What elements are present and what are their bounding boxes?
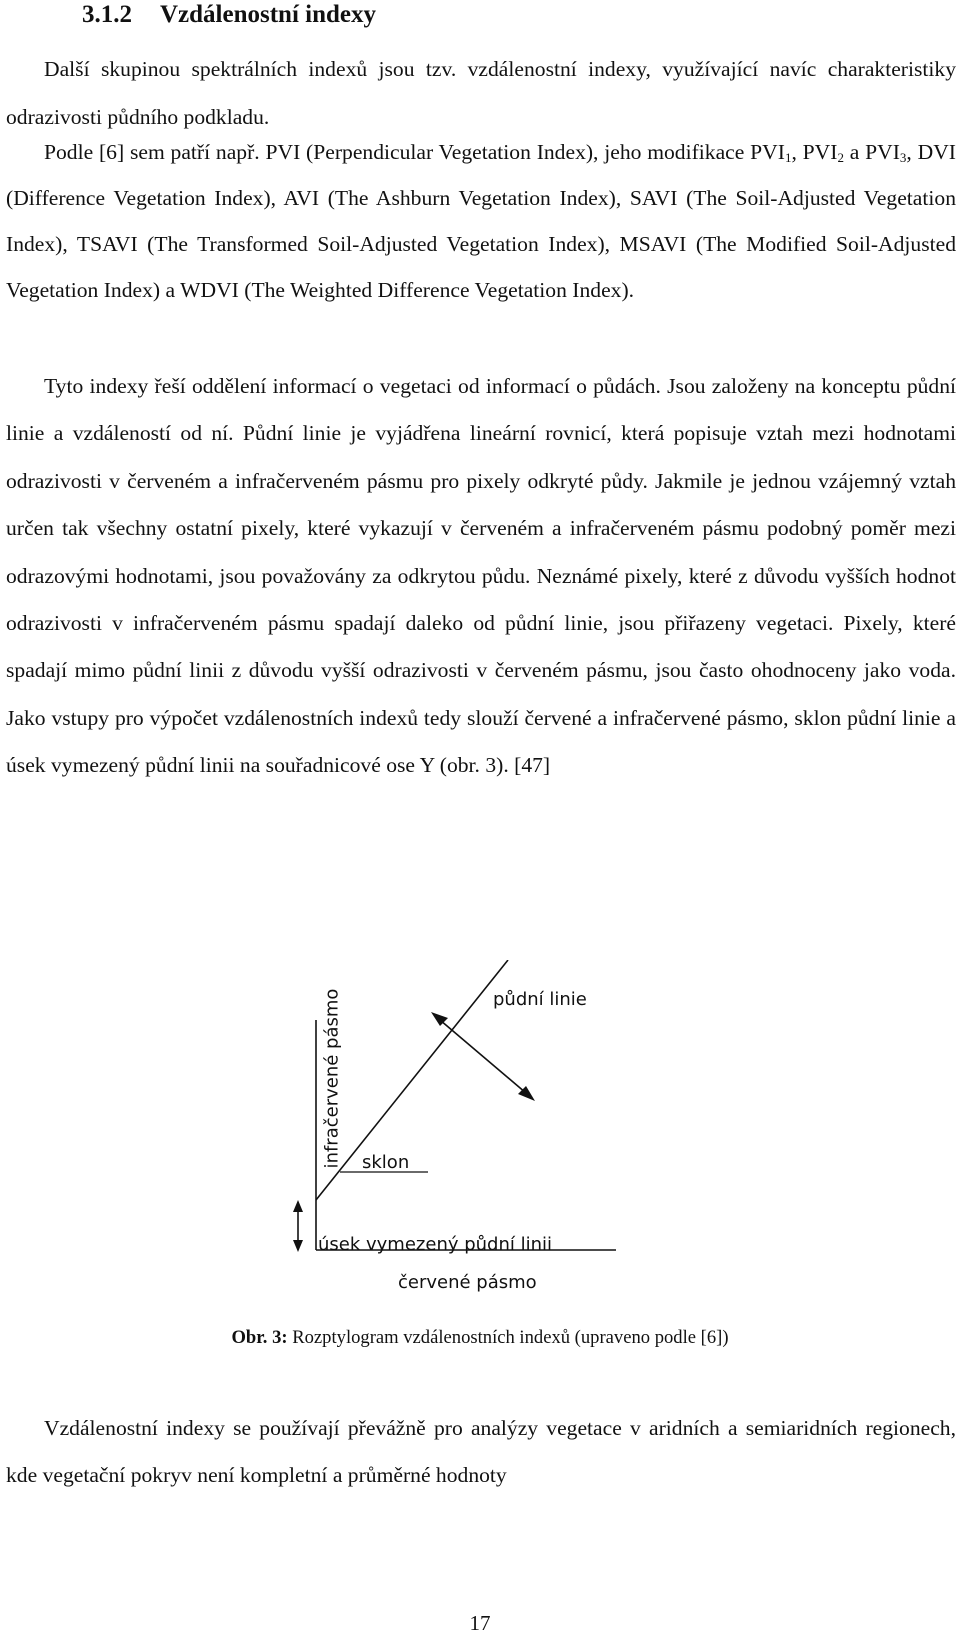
intercept-arrow-top — [293, 1200, 303, 1212]
figure-caption: Obr. 3: Rozptylogram vzdálenostních indexů (upraveno podle [6]) — [231, 1327, 729, 1348]
paragraph-intro: Další skupinou spektrálních indexů jsou tzv. vzdálenostní indexy, využívající navíc charakteristiky odrazivosti půdního podkladu. — [6, 57, 956, 129]
section-title: Vzdálenostní indexy — [160, 1, 377, 28]
section-heading — [82, 0, 376, 30]
paragraph-arid-regions: Vzdálenostní indexy se používají převážně pro analýzy vegetace v aridních a semiaridních regionech, kde vegetační pokryv není kompletní a průměrné hodnoty — [6, 1416, 956, 1487]
intercept-label: úsek vymezený půdní linii — [318, 1234, 553, 1255]
soil-line-label: půdní linie — [493, 989, 587, 1010]
soil-line — [316, 960, 508, 1200]
section-number: 3.1.2 — [82, 1, 132, 28]
x-axis-label: červené pásmo — [398, 1272, 537, 1293]
distance-arrow — [440, 1020, 526, 1093]
page-number: 17 — [469, 1611, 491, 1635]
y-axis-label: infračervené pásmo — [321, 988, 343, 1169]
paragraph-soil-line: Tyto indexy řeší oddělení informací o vegetaci od informací o půdách. Jsou založeny na konceptu půdní linie a vzdáleností od ní. Půdní linie je vyjádřena lineární rovnicí, která popisuje vztah mezi hodnotami odrazivosti v červeném a infračerveném pásmu pro pixely odkryté půdy. Jakmile je jednou vzájemný vztah určen tak všechny ostatní pixely, které vykazují v červeném a infračerveném pásmu podobný poměr mezi odrazovými hodnotami, jsou považovány za odkrytou půdu. Neznámé pixely, které z důvodu vyšších hodnot odrazivosti v infračerveném pásmu spadají daleko od půdní linie, jsou přiřazeny vegetaci. Pixely, které spadají mimo půdní linii z důvodu vyšší odrazivosti v červeném pásmu, jsou často ohodnoceny jako voda. Jako vstupy pro výpočet vzdálenostních indexů tedy slouží červené a infračervené pásmo, sklon půdní linie a úsek vymezený půdní linii na souřadnicové ose Y (obr. 3). [47] — [6, 374, 956, 778]
scatter-diagram — [270, 960, 670, 1293]
slope-label: sklon — [362, 1152, 410, 1173]
intercept-arrow-bottom — [293, 1240, 303, 1252]
paragraph-index-list: Podle [6] sem patří např. PVI (Perpendicular Vegetation Index), jeho modifikace $PVI_1$, $PVI_2$ a $PVI_3$, DVI (Difference Vegetation Index), AVI (The Ashburn Vegetation Index), SAVI (The Soil-Adjusted Vegetation Index), TSAVI (The Transformed Soil-Adjusted Vegetation Index), MSAVI (The Modified Soil-Adjusted Vegetation Index) a WDVI (The Weighted Difference Vegetation Index). — [6, 140, 956, 302]
